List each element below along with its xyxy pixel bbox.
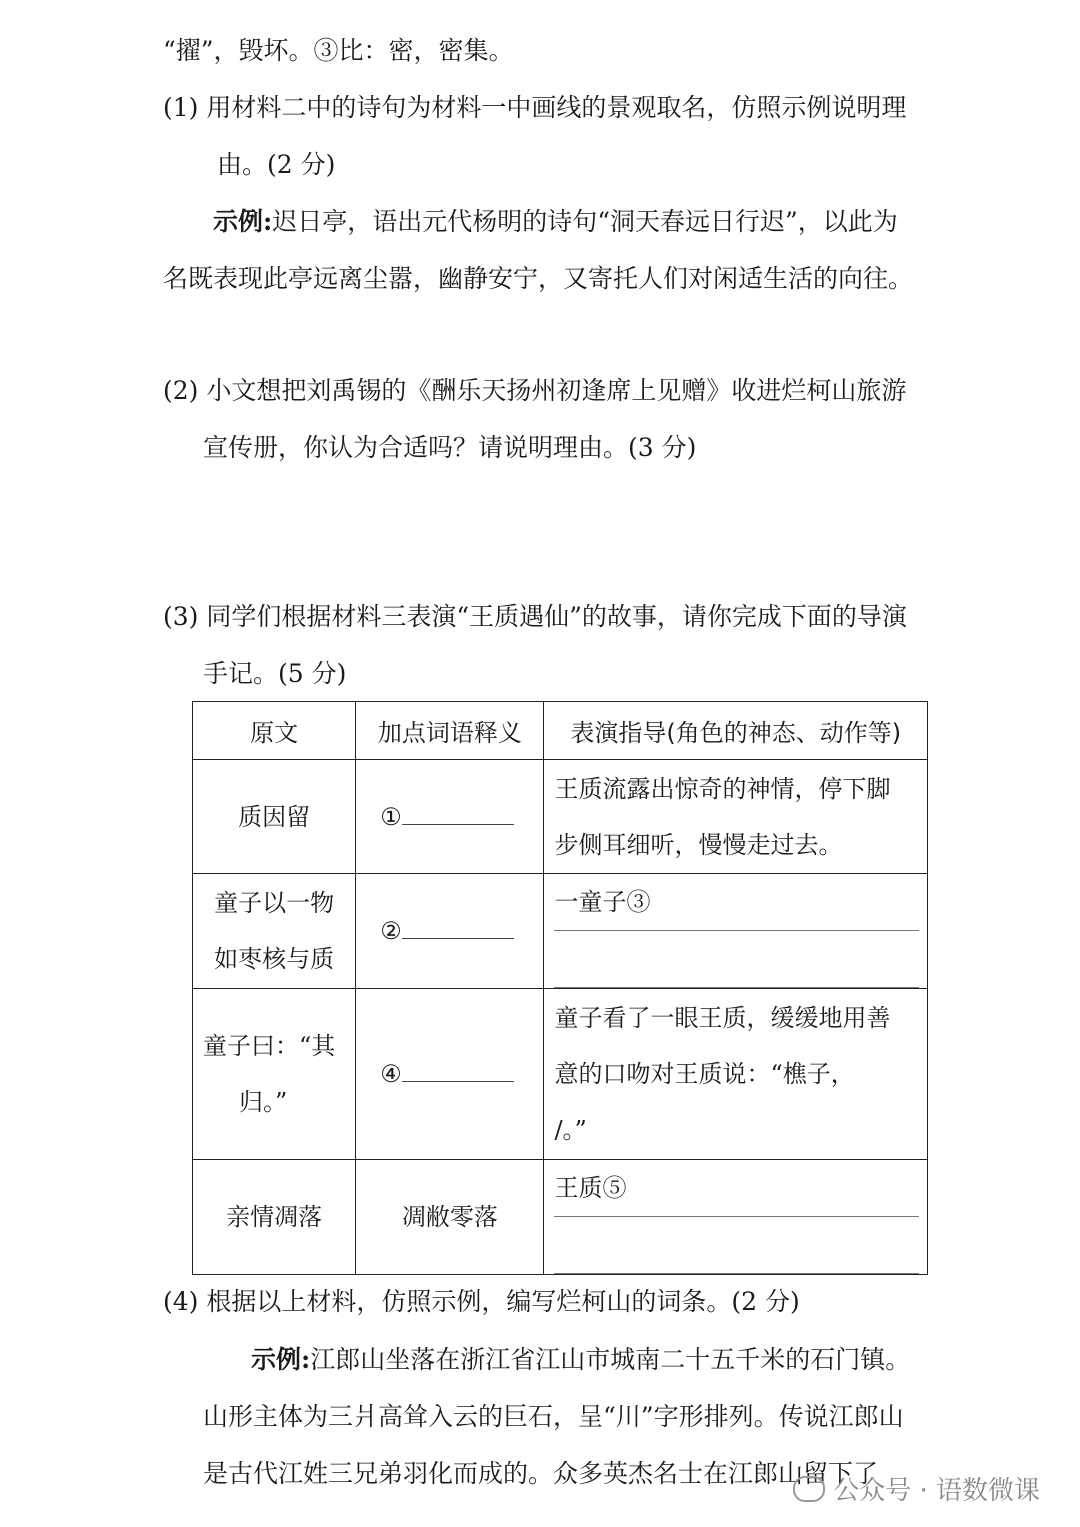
- guidance-line-1: 王质流露出惊奇的神情，停下脚: [554, 774, 891, 803]
- question-3-line-1: (3) 同学们根据材料三表演“王质遇仙”的故事，请你完成下面的导演: [163, 602, 907, 631]
- answer-blank[interactable]: [402, 1055, 514, 1082]
- wechat-icon: [793, 1476, 825, 1502]
- example-4-line-1: [251, 1343, 910, 1377]
- table-row: [193, 874, 928, 989]
- cell-original: [193, 874, 356, 989]
- guidance-line-1: 童子看了一眼王质，缓缓地用善: [554, 1004, 891, 1032]
- meaning-marker: ②: [380, 917, 402, 945]
- header-meaning: 加点词语释义: [356, 702, 544, 760]
- question-2-line-1: (2) 小文想把刘禹锡的《酬乐天扬州初逢席上见赠》收进烂柯山旅游: [163, 376, 907, 405]
- cell-original: [193, 989, 356, 1160]
- original-line-1: 童子以一物: [214, 889, 335, 917]
- cell-meaning: [356, 989, 544, 1160]
- line-0: “擢”，毁坏。③比：密，密集。: [163, 36, 514, 65]
- meaning-marker: ①: [380, 802, 402, 831]
- cell-meaning: [356, 874, 544, 989]
- guidance-line-2: 意的口吻对王质说：“樵子，: [554, 1060, 855, 1088]
- question-1-line-1: (1) 用材料二中的诗句为材料一中画线的景观取名，仿照示例说明理: [163, 93, 907, 122]
- table-row: [193, 1160, 928, 1275]
- question-3-line-2: 手记。(5 分): [203, 659, 347, 688]
- question-4-line-1: (4) 根据以上材料，仿照示例，编写烂柯山的词条。(2 分): [163, 1287, 800, 1316]
- answer-blank[interactable]: [402, 798, 514, 825]
- guidance-answer-line[interactable]: [554, 1160, 919, 1217]
- table-row: [193, 760, 928, 874]
- cell-meaning: [356, 760, 544, 874]
- watermark-text: 公众号 · 语数微课: [833, 1476, 1040, 1506]
- guidance-line-2: 步侧耳细听，慢慢走过去。: [554, 830, 843, 859]
- example-4-line-3: 是古代江姓三兄弟羽化而成的。众多英杰名士在江郎山留下了: [203, 1459, 879, 1488]
- question-2-line-2: 宣传册，你认为合适吗？请说明理由。(3 分): [203, 433, 697, 462]
- director-notes-table: [192, 701, 928, 1275]
- cell-original: 亲情凋落: [193, 1160, 356, 1275]
- cell-guidance: [544, 760, 928, 874]
- example-1-text: 迟日亭，语出元代杨明的诗句“洞天春远日行迟”，以此为: [272, 207, 898, 236]
- example-4-text: 江郎山坐落在浙江省江山市城南二十五千米的石门镇。: [310, 1345, 911, 1374]
- original-line-1: 童子曰：“其: [203, 1032, 336, 1060]
- guidance-answer-line[interactable]: [554, 874, 919, 931]
- guidance-line-3: /。”: [554, 1116, 587, 1144]
- guidance-line-1: 王质⑤: [554, 1174, 627, 1202]
- table-row: [193, 989, 928, 1160]
- cell-original: 质因留: [193, 760, 356, 874]
- guidance-answer-line[interactable]: [554, 1217, 919, 1274]
- cell-guidance: [544, 989, 928, 1160]
- example-1-line-2: 名既表现此亭远离尘嚣，幽静安宁，又寄托人们对闲适生活的向往。: [163, 264, 914, 293]
- watermark: [793, 1470, 1040, 1507]
- original-line-2: 归。”: [239, 1088, 288, 1116]
- guidance-answer-line[interactable]: [554, 931, 919, 988]
- example-1-line-1: [213, 205, 898, 239]
- cell-meaning: 凋敝零落: [356, 1160, 544, 1275]
- cell-guidance: [544, 1160, 928, 1275]
- example-4-label: 示例:: [251, 1345, 311, 1374]
- cell-guidance: [544, 874, 928, 989]
- header-original: 原文: [193, 702, 356, 760]
- question-1-line-2: 由。(2 分): [217, 150, 336, 179]
- header-guidance: 表演指导(角色的神态、动作等): [544, 702, 928, 760]
- original-line-2: 如枣核与质: [214, 945, 335, 973]
- meaning-marker: ④: [380, 1060, 402, 1088]
- example-1-label: 示例:: [213, 207, 273, 236]
- guidance-line-1: 一童子③: [554, 888, 651, 916]
- table-header-row: [193, 702, 928, 760]
- example-4-line-2: 山形主体为三爿高耸入云的巨石，呈“川”字形排列。传说江郎山: [203, 1402, 904, 1431]
- answer-blank[interactable]: [402, 912, 514, 939]
